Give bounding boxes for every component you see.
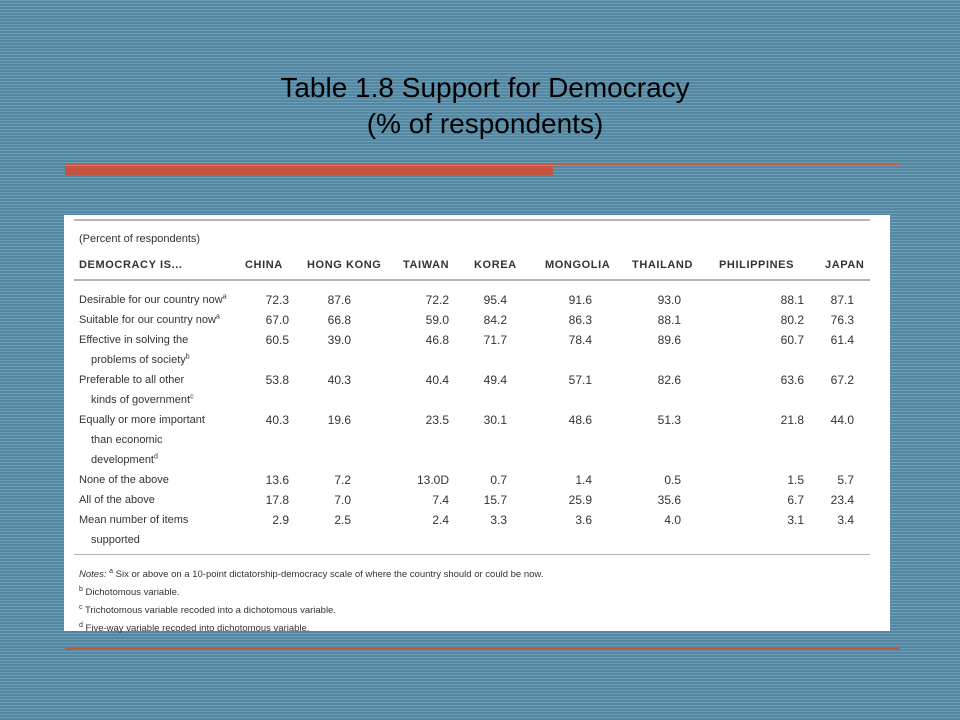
row-label-line: problems of society [91, 354, 186, 366]
row-label-line: Preferable to all other [79, 374, 185, 386]
table-cell: 0.5 [664, 473, 681, 487]
table-cell: 13.6 [265, 473, 289, 487]
footnote-mark: a [109, 568, 114, 575]
table-cell: 87.6 [327, 293, 351, 307]
row-label [79, 470, 169, 490]
slide-title [60, 70, 910, 142]
table-cell: 2.4 [432, 513, 449, 527]
table-cell: 93.0 [657, 293, 681, 307]
table-cell: 3.6 [575, 513, 592, 527]
table-cell: 5.7 [837, 473, 854, 487]
table-notes [79, 564, 543, 637]
accent-rule-bar [65, 166, 553, 175]
row-label-line: kinds of government [91, 394, 191, 406]
note-b-text: Dichotomous variable. [85, 587, 180, 599]
row-label-line: Effective in solving the [79, 334, 189, 346]
table-cell: 6.7 [787, 493, 804, 507]
row-label-line: Mean number of items [79, 514, 189, 526]
table-panel [64, 215, 890, 635]
table-cell: 46.8 [425, 333, 449, 347]
table-cell: 40.3 [327, 373, 351, 387]
table-cell: 88.1 [780, 293, 804, 307]
table-cell: 86.3 [568, 313, 592, 327]
table-cell: 3.1 [787, 513, 804, 527]
column-header-taiwan: TAIWAN [403, 259, 450, 271]
table-cell: 7.2 [334, 473, 351, 487]
table-cell: 3.3 [490, 513, 507, 527]
notes-label: Notes: [79, 569, 107, 581]
table-cell: 13.0D [416, 473, 449, 487]
column-header-thailand: THAILAND [632, 259, 694, 271]
row-label-line: None of the above [79, 474, 169, 486]
accent-rule-bottom [65, 648, 900, 649]
stub-header: DEMOCRACY IS... [79, 259, 183, 271]
note-d-text: Five-way variable recoded into dichotomous variable. [85, 623, 310, 635]
table-cell: 87.1 [830, 293, 854, 307]
row-label-line: than economic [91, 434, 163, 446]
table-cell: 63.6 [780, 373, 804, 387]
unit-label: (Percent of respondents) [79, 233, 201, 245]
row-label-line: development [91, 454, 154, 466]
footnote-mark: c [79, 604, 83, 612]
table-cell: 15.7 [483, 493, 507, 507]
table-cell: 1.4 [575, 473, 592, 487]
table-cell: 21.8 [780, 413, 804, 427]
table-cell: 82.6 [657, 373, 681, 387]
footnote-mark: a [215, 313, 220, 321]
table-header-rule [74, 279, 870, 281]
table-cell: 25.9 [568, 493, 592, 507]
table-cell: 51.3 [657, 413, 681, 427]
row-label-line: Desirable for our country now [79, 294, 223, 306]
table-cell: 23.4 [830, 493, 854, 507]
table-cell: 23.5 [425, 413, 449, 427]
table-cell: 66.8 [327, 313, 351, 327]
footnote-mark: b [79, 586, 83, 594]
note-d [79, 618, 543, 636]
table-cell: 48.6 [568, 413, 592, 427]
table-cell: 89.6 [657, 333, 681, 347]
table-cell: 60.7 [780, 333, 804, 347]
column-header-korea: KOREA [474, 259, 517, 271]
row-label [79, 510, 188, 550]
note-c-text: Trichotomous variable recoded into a dichotomous variable. [84, 605, 336, 617]
table-cell: 4.0 [664, 513, 681, 527]
table-cell: 78.4 [568, 333, 592, 347]
table-cell: 2.9 [272, 513, 289, 527]
note-b [79, 582, 543, 600]
column-header-philippines: PHILIPPINES [719, 259, 795, 271]
table-cell: 72.2 [425, 293, 449, 307]
note-a-text: Six or above on a 10-point dictatorship-democracy scale of where the country should or could be now. [115, 569, 544, 581]
table-cell: 19.6 [327, 413, 351, 427]
column-header-mongolia: MONGOLIA [545, 259, 611, 271]
row-label [79, 310, 220, 330]
table-cell: 76.3 [830, 313, 854, 327]
footnote-mark: d [154, 453, 158, 461]
table-cell: 49.4 [483, 373, 507, 387]
table-cell: 40.4 [425, 373, 449, 387]
row-label [79, 370, 194, 410]
table-cell: 88.1 [657, 313, 681, 327]
note-a [79, 564, 543, 582]
column-header-china: CHINA [245, 259, 283, 271]
row-label-line: Equally or more important [79, 414, 205, 426]
table-cell: 84.2 [483, 313, 507, 327]
table-cell: 60.5 [265, 333, 289, 347]
table-cell: 67.0 [265, 313, 289, 327]
table-cell: 0.7 [490, 473, 507, 487]
slide-title-line-1: Table 1.8 Support for Democracy [280, 72, 690, 103]
footnote-mark: b [185, 353, 190, 361]
row-label [79, 290, 227, 310]
table-cell: 71.7 [483, 333, 507, 347]
table-cell: 40.3 [265, 413, 289, 427]
notes-rule [74, 554, 870, 555]
table-cell: 7.0 [334, 493, 351, 507]
table-cell: 59.0 [425, 313, 449, 327]
table-cell: 95.4 [483, 293, 507, 307]
table-cell: 53.8 [265, 373, 289, 387]
table-cell: 57.1 [568, 373, 592, 387]
table-cell: 2.5 [334, 513, 351, 527]
footnote-mark: c [190, 393, 194, 401]
footnote-mark: d [79, 622, 83, 630]
table-top-rule [74, 219, 870, 221]
table-cell: 7.4 [432, 493, 449, 507]
note-c [79, 600, 543, 618]
table-cell: 72.3 [265, 293, 289, 307]
slide-title-line-2: (% of respondents) [366, 108, 604, 139]
table-cell: 91.6 [568, 293, 592, 307]
row-label-line: All of the above [79, 494, 155, 506]
accent-rule-thin [65, 164, 900, 165]
table-cell: 3.4 [837, 513, 854, 527]
table-cell: 39.0 [327, 333, 351, 347]
row-label [79, 490, 155, 510]
footnote-mark: a [222, 293, 227, 301]
row-label-line: Suitable for our country now [79, 314, 216, 326]
column-header-hong-kong: HONG KONG [307, 259, 382, 271]
row-label [79, 410, 205, 470]
table-cell: 17.8 [265, 493, 289, 507]
column-header-japan: JAPAN [825, 259, 865, 271]
table-cell: 61.4 [830, 333, 854, 347]
table-cell: 35.6 [657, 493, 681, 507]
table-cell: 1.5 [787, 473, 804, 487]
row-label-line: supported [91, 534, 140, 546]
row-label [79, 330, 190, 370]
table-cell: 30.1 [483, 413, 507, 427]
table-cell: 80.2 [780, 313, 804, 327]
table-cell: 44.0 [830, 413, 854, 427]
table-cell: 67.2 [830, 373, 854, 387]
